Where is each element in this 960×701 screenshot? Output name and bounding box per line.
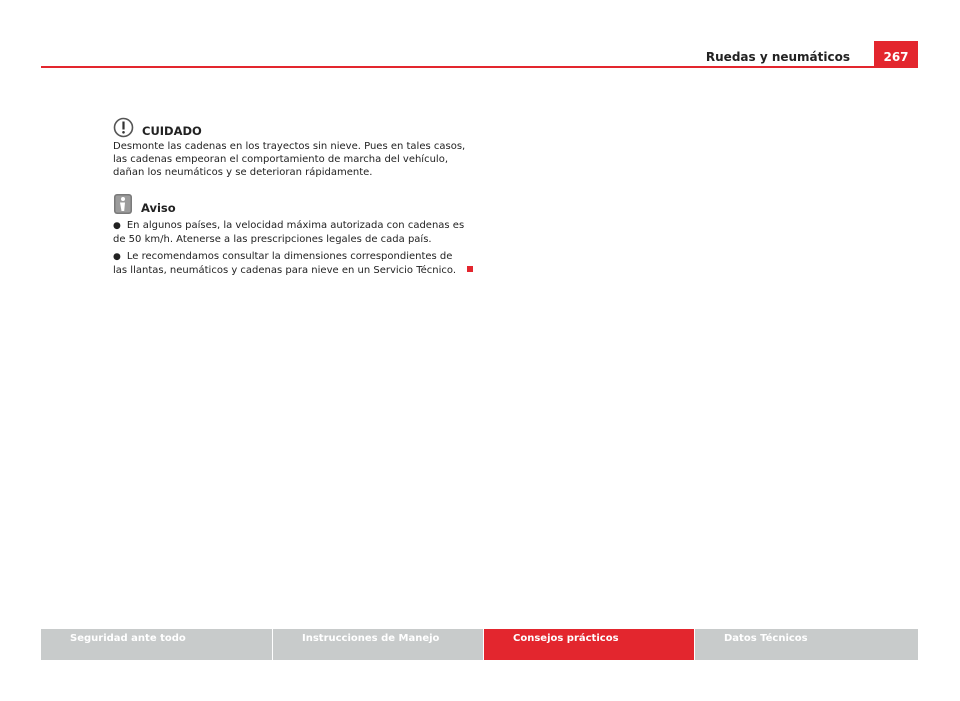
- footer-navigation: [41, 629, 918, 660]
- note-heading: [113, 193, 469, 215]
- note-title: Aviso: [141, 201, 176, 215]
- warning-title: CUIDADO: [142, 124, 202, 138]
- note-item-text: Le recomendamos consultar la dimensiones correspondientes de las llantas, neumáticos y cadenas para nieve en un Servicio Técnico.: [113, 251, 457, 276]
- section-title: Ruedas y neumáticos: [705, 50, 850, 64]
- note-block: [113, 193, 469, 277]
- exclamation-circle-icon: [113, 117, 134, 138]
- tab-instrucciones[interactable]: Instrucciones de Manejo: [273, 629, 484, 660]
- note-item: [113, 219, 469, 246]
- header-rule: [41, 66, 918, 68]
- warning-block: [113, 117, 469, 179]
- bullet-icon: ●: [113, 221, 121, 231]
- tab-consejos[interactable]: Consejos prácticos: [484, 629, 695, 660]
- note-item: [113, 250, 469, 277]
- note-item-text: En algunos países, la velocidad máxima autorizada con cadenas es de 50 km/h. Atenerse a las prescripciones legales de cada país.: [113, 220, 465, 245]
- warning-text: Desmonte las cadenas en los trayectos sin nieve. Pues en tales casos, las cadenas empeoran el comportamiento de marcha del vehículo, dañan los neumáticos y se deterioran rápidamente.: [113, 141, 466, 178]
- tab-seguridad[interactable]: Seguridad ante todo: [41, 629, 273, 660]
- bullet-icon: ●: [113, 252, 121, 262]
- warning-heading: [113, 117, 469, 138]
- tab-datos[interactable]: Datos Técnicos: [695, 629, 918, 660]
- page-number: 267: [874, 41, 918, 68]
- info-person-icon: [113, 193, 133, 215]
- end-of-section-mark: [467, 266, 473, 272]
